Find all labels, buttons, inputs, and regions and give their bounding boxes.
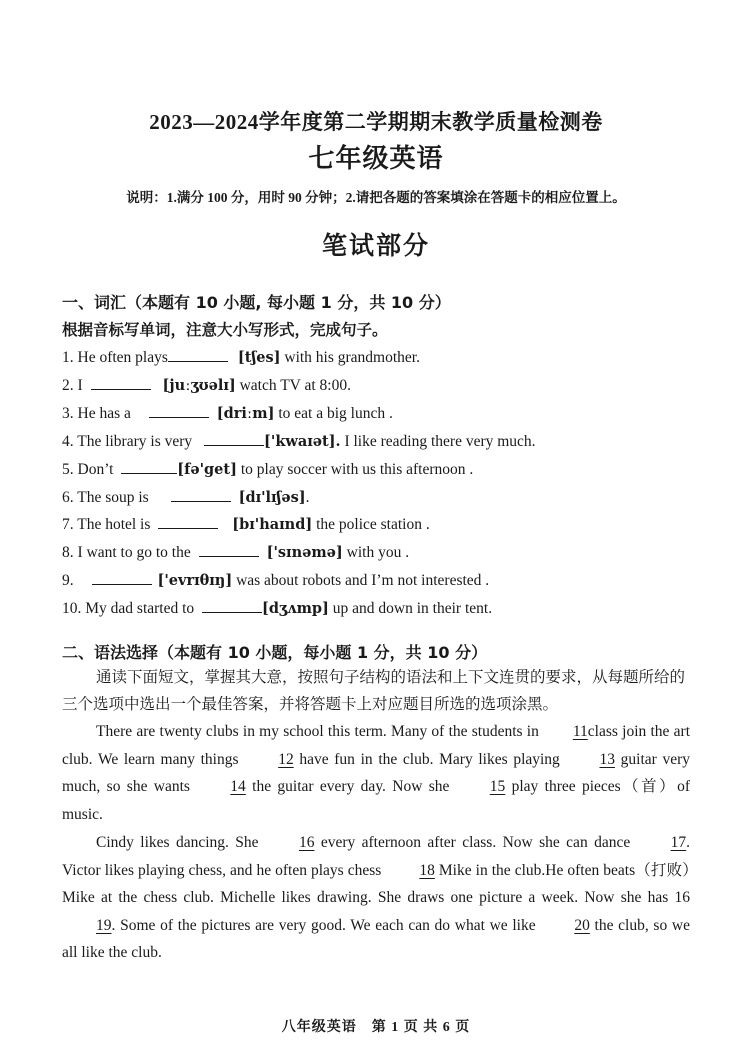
question-text: to eat a big lunch . bbox=[274, 405, 393, 422]
blank-number: 19 bbox=[96, 916, 112, 934]
passage-text: . Some of the pictures are very good. We each can do what we like bbox=[111, 916, 541, 934]
question-text: 3. He has a bbox=[62, 405, 135, 422]
answer-blank bbox=[199, 541, 259, 557]
exam-note: 说明：1.满分 100 分，用时 90 分钟；2.请把各题的答案填涂在答题卡的相应位置上。 bbox=[126, 190, 626, 205]
vocab-question-10 bbox=[62, 597, 492, 618]
question-text: up and down in their tent. bbox=[328, 600, 493, 617]
answer-blank bbox=[204, 430, 264, 446]
vocab-question-4 bbox=[62, 430, 536, 451]
grammar-heading: 二、语法选择（本题有 10 小题，每小题 1 分，共 10 分） bbox=[62, 643, 488, 662]
blank-number: 11 bbox=[572, 723, 588, 740]
answer-blank bbox=[202, 597, 262, 613]
question-text: watch TV at 8:00. bbox=[235, 377, 351, 394]
passage-text: Mike in the club.He often beats（打败）Mike at the chess club. Michelle likes drawing. She draws one picture a week. Now she has 16 bbox=[62, 861, 691, 907]
blank-number: 18 bbox=[419, 861, 435, 879]
vocab-heading: 一、词汇（本题有 10 小题, 每小题 1 分，共 10 分） bbox=[62, 293, 451, 312]
question-text: 1. He often plays bbox=[62, 349, 168, 366]
question-text: 5. Don’t bbox=[62, 461, 118, 478]
question-text: 9. bbox=[62, 572, 78, 589]
blank-number: 16 bbox=[298, 834, 315, 851]
question-text: 10. My dad started to bbox=[62, 600, 199, 617]
phonetic: [juːʒʊəlɪ] bbox=[162, 377, 236, 394]
passage-text: the club, so we all like the club. bbox=[62, 916, 690, 962]
phonetic: ['kwaɪət]. bbox=[264, 433, 341, 450]
passage-text: There are twenty clubs in my school this term. Many of the students in bbox=[96, 723, 539, 740]
question-text: I like reading there very much. bbox=[340, 433, 536, 450]
answer-blank bbox=[168, 346, 228, 362]
grammar-passage-p1 bbox=[62, 718, 690, 828]
passage-text: every afternoon after class. Now she can dance bbox=[314, 834, 637, 851]
phonetic: [dɪ'lɪʃəs] bbox=[238, 489, 306, 506]
answer-blank bbox=[158, 513, 218, 529]
question-text: the police station . bbox=[312, 516, 430, 533]
passage-text: class join the art club. We learn many things bbox=[62, 723, 690, 768]
phonetic: [dʒʌmp] bbox=[262, 600, 329, 617]
passage-text: have fun in the club. Mary likes playing bbox=[293, 750, 566, 768]
passage-text: Cindy likes dancing. She bbox=[96, 834, 265, 851]
phonetic: ['sɪnəmə] bbox=[266, 544, 343, 561]
answer-blank bbox=[121, 458, 177, 474]
blank-number: 17 bbox=[670, 834, 687, 851]
blank-number: 20 bbox=[574, 916, 590, 934]
answer-blank bbox=[149, 402, 209, 418]
phonetic: ['evrɪθɪŋ] bbox=[157, 572, 233, 589]
question-text: 7. The hotel is bbox=[62, 516, 155, 533]
question-text: with his grandmother. bbox=[280, 349, 420, 366]
blank-number: 13 bbox=[599, 750, 615, 768]
phonetic: [fə'get] bbox=[177, 461, 237, 478]
blank-number: 12 bbox=[278, 750, 294, 768]
vocab-question-8 bbox=[62, 541, 409, 562]
blank-number: 14 bbox=[230, 778, 246, 796]
passage-text: guitar very much, so she wants bbox=[62, 750, 691, 796]
question-text: with you . bbox=[342, 544, 410, 561]
vocab-question-2 bbox=[62, 374, 351, 395]
vocab-question-5 bbox=[62, 458, 473, 479]
passage-text: play three pieces（首）of music. bbox=[62, 778, 690, 823]
question-text: 4. The library is very bbox=[62, 433, 197, 450]
answer-blank bbox=[171, 486, 231, 502]
page-footer: 八年级英语 第 1 页 共 6 页 bbox=[281, 1020, 471, 1035]
vocab-instruction: 根据音标写单词，注意大小写形式，完成句子。 bbox=[62, 321, 388, 339]
section-written-title: 笔试部分 bbox=[321, 233, 430, 260]
vocab-question-3 bbox=[62, 402, 393, 423]
passage-text: . Victor likes playing chess, and he often plays chess bbox=[62, 834, 690, 879]
question-text: was about robots and I’m not interested . bbox=[232, 572, 490, 589]
grammar-instruction: 通读下面短文，掌握其大意，按照句子结构的语法和上下文连贯的要求，从每题所给的三个选项中选出一个最佳答案，并将答题卡上对应题目所选的选项涂黑。 bbox=[62, 668, 686, 713]
question-text: 8. I want to go to the bbox=[62, 544, 195, 561]
exam-subtitle: 七年级英语 bbox=[308, 144, 444, 173]
vocab-question-9 bbox=[62, 569, 489, 590]
exam-title: 2023—2024学年度第二学期期末教学质量检测卷 bbox=[149, 110, 603, 134]
passage-text: the guitar every day. Now she bbox=[245, 778, 456, 796]
vocab-question-7 bbox=[62, 513, 430, 534]
answer-blank bbox=[92, 569, 152, 585]
question-text: 6. The soup is bbox=[62, 489, 153, 506]
grammar-passage-p2 bbox=[62, 829, 690, 967]
vocab-question-6 bbox=[62, 486, 309, 507]
phonetic: [bɪ'haɪnd] bbox=[232, 516, 313, 533]
question-text: 2. I bbox=[62, 377, 87, 394]
question-text: . bbox=[305, 489, 310, 506]
question-text: to play soccer with us this afternoon . bbox=[236, 461, 474, 478]
blank-number: 15 bbox=[489, 778, 506, 796]
answer-blank bbox=[91, 374, 151, 390]
phonetic: [tʃes] bbox=[237, 349, 281, 366]
phonetic: [driːm] bbox=[216, 405, 275, 422]
vocab-question-1 bbox=[62, 346, 420, 367]
